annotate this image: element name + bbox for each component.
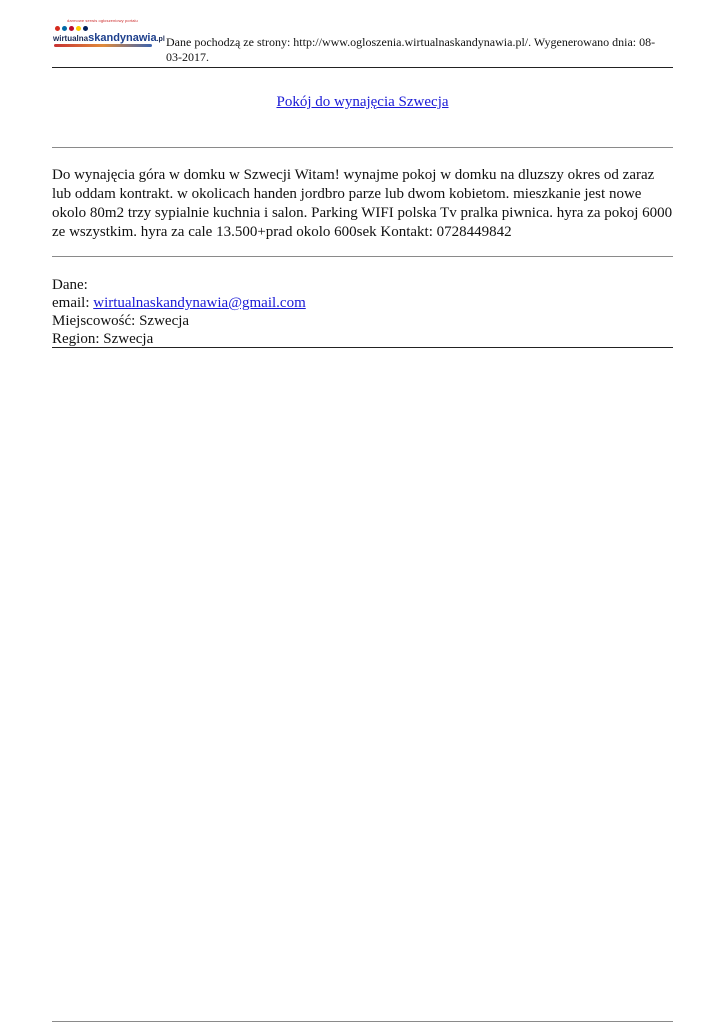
footer-divider xyxy=(52,1021,673,1022)
logo-tagline: darmowe serwis ogłoszeniowy portalu xyxy=(67,18,138,23)
header-divider xyxy=(52,67,673,68)
logo-wordmark-suffix: .pl xyxy=(156,36,165,43)
contact-details xyxy=(52,276,673,348)
listing-title-container xyxy=(52,93,673,111)
page-header xyxy=(52,14,673,68)
source-note: Dane pochodzą ze strony: http://www.ogloszenia.wirtualnaskandynawia.pl/. Wygenerowano dnia: 08-03-2017. xyxy=(166,35,656,64)
description-divider xyxy=(52,256,673,257)
email-label: email: xyxy=(52,295,90,311)
city-label: Miejscowość: xyxy=(52,313,136,329)
region-row xyxy=(52,330,673,348)
logo-wordmark-main: skandynawia xyxy=(88,32,157,44)
region-label: Region: xyxy=(52,331,100,347)
site-logo[interactable] xyxy=(52,16,165,48)
email-row xyxy=(52,294,673,312)
listing-title-link[interactable]: Pokój do wynajęcia Szwecja xyxy=(276,94,449,110)
title-divider xyxy=(52,147,673,148)
listing-description: Do wynajęcia góra w domku w Szwecji Witam! wynajme pokoj w domku na dluzszy okres od zaraz lub oddam kontrakt. w okolicach handen jordbro parze lub dwom kobietom. mieszkanie jest nowe okolo 80m2 trzy sypialnie kuchnia i salon. Parking WIFI polska Tv pralka piwnica. hyra za pokoj 6000 ze wszystkim. hyra za cale 13.500+prad okolo 600sek Kontakt: 0728449842 xyxy=(52,167,673,240)
details-heading: Dane: xyxy=(52,277,88,293)
email-link[interactable]: wirtualnaskandynawia@gmail.com xyxy=(93,295,306,311)
document-page xyxy=(52,0,673,1024)
logo-swoosh-icon xyxy=(54,44,152,47)
logo-wordmark-prefix: wirtualna xyxy=(53,34,89,43)
region-value: Szwecja xyxy=(103,331,154,347)
city-value: Szwecja xyxy=(139,313,190,329)
details-divider xyxy=(52,347,673,348)
city-row xyxy=(52,312,673,330)
